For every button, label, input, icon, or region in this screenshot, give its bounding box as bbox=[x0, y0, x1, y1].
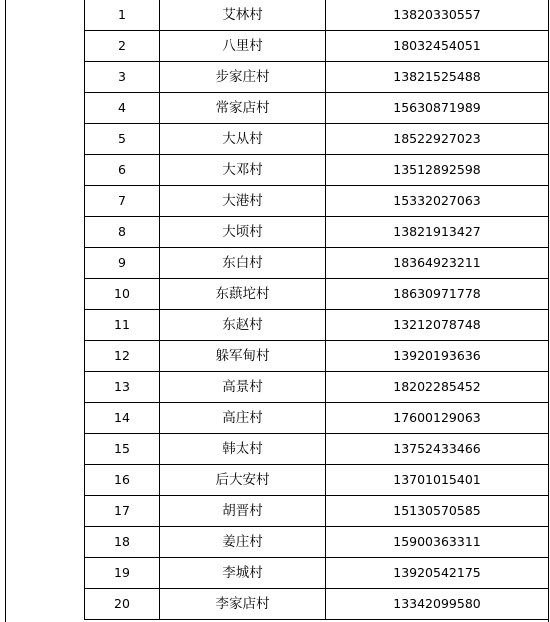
row-number: 6 bbox=[85, 155, 160, 186]
table-row bbox=[85, 155, 549, 186]
table-row bbox=[85, 124, 549, 155]
table-row bbox=[85, 0, 549, 31]
village-name: 大港村 bbox=[160, 186, 326, 217]
row-number: 14 bbox=[85, 403, 160, 434]
phone-number: 15900363311 bbox=[326, 527, 549, 558]
row-number: 20 bbox=[85, 589, 160, 620]
phone-number: 13342099580 bbox=[326, 589, 549, 620]
village-name: 高庄村 bbox=[160, 403, 326, 434]
village-name: 韩太村 bbox=[160, 434, 326, 465]
phone-number: 13701015401 bbox=[326, 465, 549, 496]
village-name: 八里村 bbox=[160, 31, 326, 62]
table-row bbox=[85, 465, 549, 496]
village-name: 常家店村 bbox=[160, 93, 326, 124]
phone-number: 15130570585 bbox=[326, 496, 549, 527]
phone-number: 15332027063 bbox=[326, 186, 549, 217]
phone-number: 13920542175 bbox=[326, 558, 549, 589]
row-number: 7 bbox=[85, 186, 160, 217]
phone-number: 13920193636 bbox=[326, 341, 549, 372]
phone-number: 13821525488 bbox=[326, 62, 549, 93]
table-row bbox=[85, 558, 549, 589]
table-row bbox=[85, 93, 549, 124]
row-number: 19 bbox=[85, 558, 160, 589]
table-row bbox=[85, 434, 549, 465]
table-row bbox=[85, 341, 549, 372]
phone-number: 17600129063 bbox=[326, 403, 549, 434]
phone-number: 13821913427 bbox=[326, 217, 549, 248]
row-number: 12 bbox=[85, 341, 160, 372]
village-name: 东白村 bbox=[160, 248, 326, 279]
village-contact-table bbox=[84, 0, 549, 620]
phone-number: 15630871989 bbox=[326, 93, 549, 124]
table-body bbox=[85, 0, 549, 620]
table-row bbox=[85, 62, 549, 93]
row-number: 5 bbox=[85, 124, 160, 155]
row-number: 2 bbox=[85, 31, 160, 62]
row-number: 8 bbox=[85, 217, 160, 248]
outer-left-border bbox=[5, 0, 6, 622]
row-number: 16 bbox=[85, 465, 160, 496]
village-name: 躲军甸村 bbox=[160, 341, 326, 372]
row-number: 3 bbox=[85, 62, 160, 93]
row-number: 4 bbox=[85, 93, 160, 124]
row-number: 9 bbox=[85, 248, 160, 279]
village-name: 艾林村 bbox=[160, 0, 326, 31]
village-name: 后大安村 bbox=[160, 465, 326, 496]
village-name: 姜庄村 bbox=[160, 527, 326, 558]
table-row bbox=[85, 217, 549, 248]
village-name: 步家庄村 bbox=[160, 62, 326, 93]
phone-number: 13512892598 bbox=[326, 155, 549, 186]
table-row bbox=[85, 496, 549, 527]
row-number: 18 bbox=[85, 527, 160, 558]
table-row bbox=[85, 279, 549, 310]
table-row bbox=[85, 372, 549, 403]
phone-number: 18522927023 bbox=[326, 124, 549, 155]
table-row bbox=[85, 527, 549, 558]
village-name: 大邓村 bbox=[160, 155, 326, 186]
phone-number: 18630971778 bbox=[326, 279, 549, 310]
row-number: 13 bbox=[85, 372, 160, 403]
phone-number: 13820330557 bbox=[326, 0, 549, 31]
row-number: 11 bbox=[85, 310, 160, 341]
table-row bbox=[85, 310, 549, 341]
row-number: 1 bbox=[85, 0, 160, 31]
village-name: 李城村 bbox=[160, 558, 326, 589]
phone-number: 13752433466 bbox=[326, 434, 549, 465]
row-number: 15 bbox=[85, 434, 160, 465]
village-name: 李家店村 bbox=[160, 589, 326, 620]
phone-number: 13212078748 bbox=[326, 310, 549, 341]
table-row bbox=[85, 403, 549, 434]
phone-number: 18032454051 bbox=[326, 31, 549, 62]
phone-number: 18364923211 bbox=[326, 248, 549, 279]
village-name: 东赵村 bbox=[160, 310, 326, 341]
table-row bbox=[85, 589, 549, 620]
village-name: 大顷村 bbox=[160, 217, 326, 248]
village-name: 大从村 bbox=[160, 124, 326, 155]
village-name: 高景村 bbox=[160, 372, 326, 403]
row-number: 17 bbox=[85, 496, 160, 527]
table-row bbox=[85, 248, 549, 279]
phone-number: 18202285452 bbox=[326, 372, 549, 403]
row-number: 10 bbox=[85, 279, 160, 310]
village-name: 胡晋村 bbox=[160, 496, 326, 527]
table-row bbox=[85, 186, 549, 217]
village-name: 东蕻坨村 bbox=[160, 279, 326, 310]
table-row bbox=[85, 31, 549, 62]
